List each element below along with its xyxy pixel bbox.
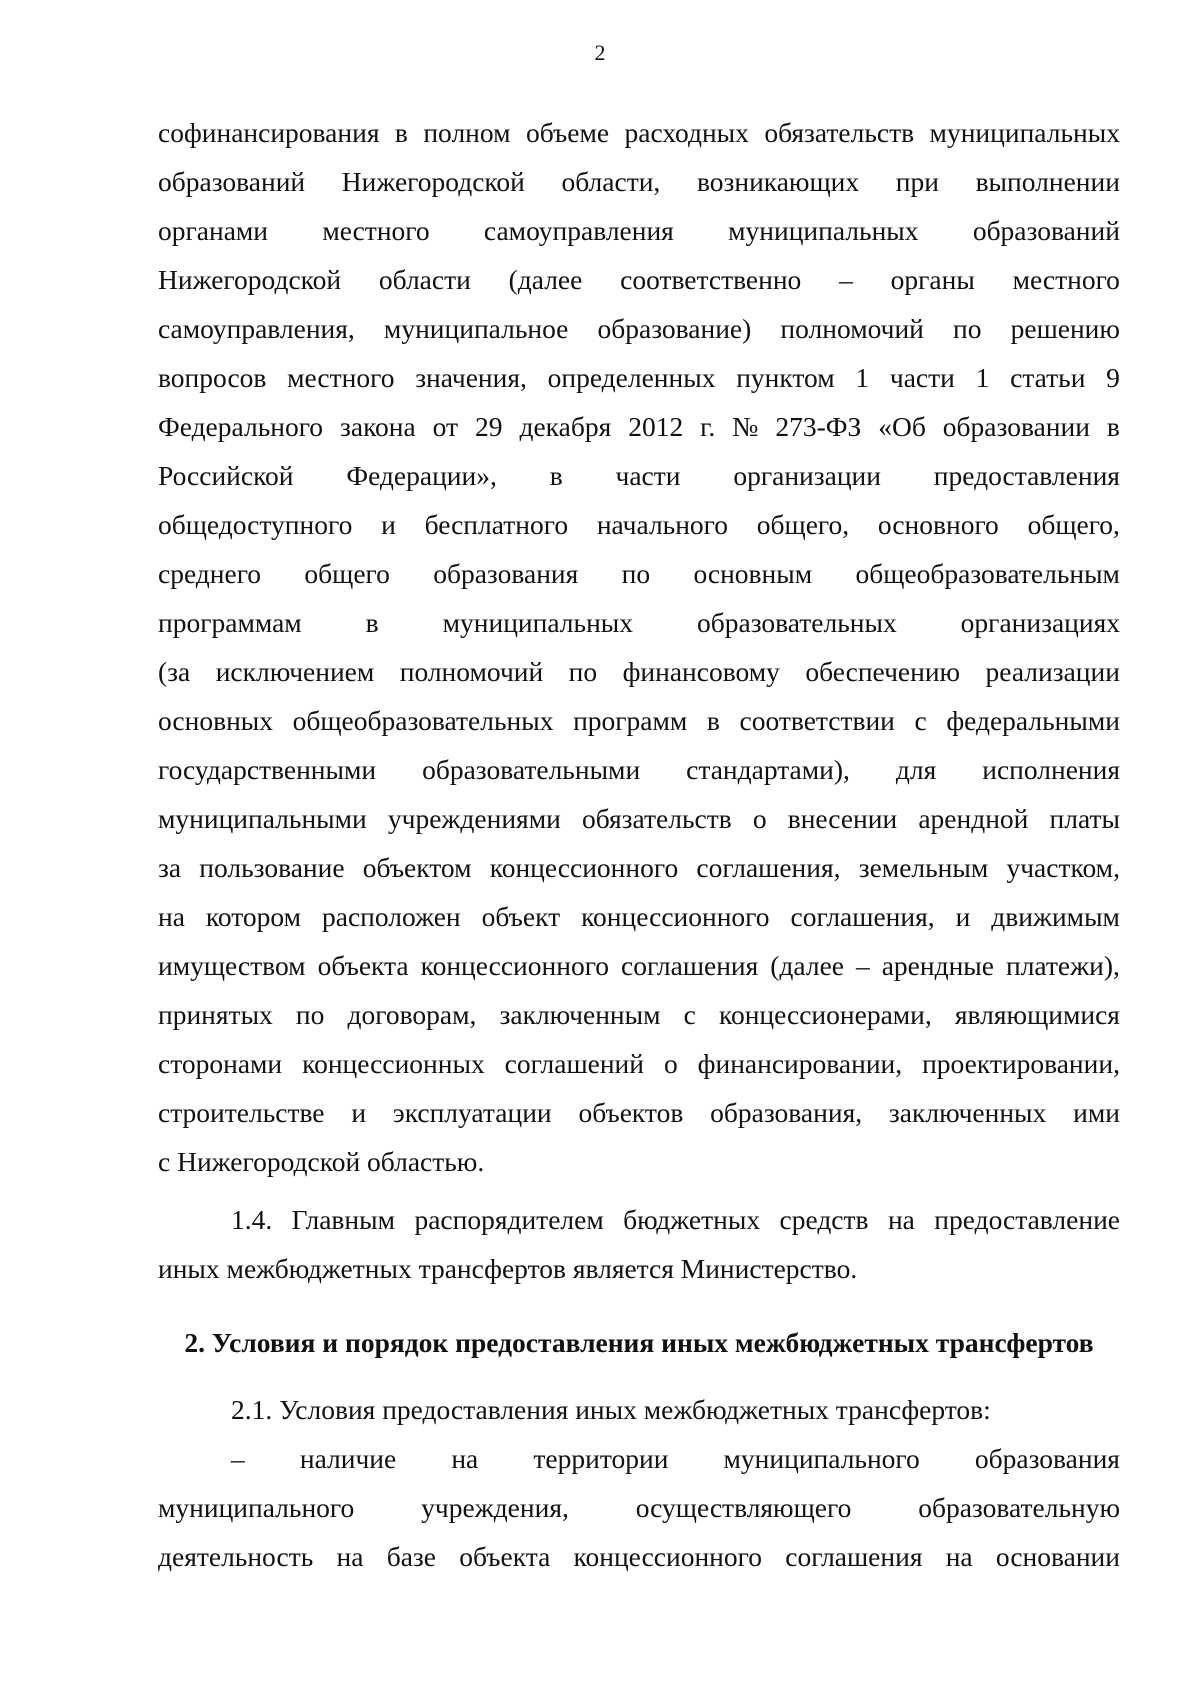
word: осуществляющего (635, 1492, 852, 1523)
paragraph-2-1 (158, 1385, 1120, 1581)
text-line (158, 1195, 1120, 1244)
word: арендные (881, 950, 994, 981)
word: в (549, 460, 563, 491)
word: образования, (710, 1097, 863, 1128)
word: начального (596, 509, 729, 540)
word: муниципального (158, 1492, 355, 1523)
word: и (351, 1097, 367, 1128)
word: по (295, 999, 325, 1030)
word: объект (481, 901, 561, 932)
word: соглашения, (790, 901, 935, 932)
word: земельным (858, 852, 989, 883)
word: на (336, 1541, 364, 1572)
word: движимым (991, 901, 1120, 932)
word: местного (1012, 264, 1120, 295)
word: образование) (597, 313, 752, 344)
word: наличие (299, 1443, 397, 1474)
word: соглашения (785, 1541, 923, 1572)
word: договорам, (347, 999, 477, 1030)
word: определенных (547, 362, 716, 393)
text-line (158, 1434, 1120, 1483)
word: для (895, 754, 937, 785)
text-line (158, 108, 1120, 157)
word: деятельность (158, 1541, 314, 1572)
word: имуществом (158, 950, 306, 981)
word: исполнения (982, 754, 1120, 785)
word: государственными (158, 754, 377, 785)
word: софинансирования (158, 117, 380, 148)
word: и (381, 509, 396, 540)
word: органами (158, 215, 269, 246)
paragraph-1-3-continuation (158, 108, 1120, 1186)
word: 1 (855, 362, 870, 393)
word: по (621, 558, 651, 589)
word: муниципальное (383, 313, 569, 344)
word: объектом (362, 852, 472, 883)
word: о (663, 1048, 678, 1079)
word: общего, (756, 509, 850, 540)
word: полном (423, 117, 511, 148)
word: с (914, 705, 927, 736)
word: общеобразовательных (292, 705, 554, 736)
word: образовательными (422, 754, 641, 785)
word: учреждениями (387, 803, 561, 834)
word: расположен (322, 901, 461, 932)
text-line: с Нижегородской областью. (158, 1146, 485, 1177)
word: и (955, 901, 971, 932)
word: объеме (525, 117, 610, 148)
word: Нижегородской (341, 166, 525, 197)
word: в (365, 607, 379, 638)
word: выполнении (975, 166, 1120, 197)
word: эксплуатации (392, 1097, 552, 1128)
word: объекта (459, 1541, 551, 1572)
word: общеобразовательным (855, 558, 1120, 589)
word: муниципальных (728, 215, 919, 246)
word: территории (533, 1443, 669, 1474)
word: котором (205, 901, 302, 932)
word: образования (974, 1443, 1120, 1474)
word: бесплатного (424, 509, 569, 540)
word: 1.4. (231, 1204, 273, 1235)
word: соглашения (621, 950, 759, 981)
word: г. (700, 411, 716, 442)
word: концессионерами, (718, 999, 932, 1030)
word: предоставления (933, 460, 1120, 491)
word: средств (779, 1204, 869, 1235)
word: Федерального (158, 411, 324, 442)
text-line (158, 549, 1120, 598)
word: общего, (1027, 509, 1120, 540)
word: образований (158, 166, 306, 197)
word: образовании (942, 411, 1090, 442)
word: предоставление (934, 1204, 1120, 1235)
word: учреждения, (421, 1492, 569, 1523)
word: «Об (878, 411, 926, 442)
word: арендной (918, 803, 1029, 834)
text-line (158, 696, 1120, 745)
word: полномочий (780, 313, 924, 344)
word: пунктом (736, 362, 835, 393)
word: области (378, 264, 471, 295)
word: являющимися (954, 999, 1120, 1030)
text-line (158, 647, 1120, 696)
word: проектировании, (922, 1048, 1120, 1079)
word: среднего (158, 558, 262, 589)
word: заключенных (888, 1097, 1047, 1128)
word: общего (304, 558, 390, 589)
word: – (855, 950, 870, 981)
word: части (889, 362, 955, 393)
word: органы (890, 264, 975, 295)
word: муниципального (723, 1443, 920, 1474)
word: местного (287, 362, 395, 393)
word: 273-ФЗ (775, 411, 862, 442)
word: основных (158, 705, 274, 736)
word: (далее (508, 264, 583, 295)
word: (далее (770, 950, 844, 981)
word: в (706, 705, 720, 736)
word: 2012 (628, 411, 684, 442)
text-line (158, 843, 1120, 892)
word: бюджетных (623, 1204, 761, 1235)
word: образования (433, 558, 579, 589)
word: о (752, 803, 767, 834)
word: концессионного (573, 1541, 762, 1572)
word: Российской (158, 460, 294, 491)
text-line (158, 451, 1120, 500)
word: от (432, 411, 459, 442)
word: участком, (1006, 852, 1120, 883)
word: полномочий (399, 656, 544, 687)
word: по (568, 656, 598, 687)
text-line (158, 206, 1120, 255)
word: концессионных (302, 1048, 485, 1079)
word: 29 (475, 411, 503, 442)
word: на (945, 1541, 973, 1572)
word: расходных (624, 117, 749, 148)
word: вопросов (158, 362, 267, 393)
word: платы (1049, 803, 1120, 834)
word: объекта (317, 950, 409, 981)
text-line (158, 941, 1120, 990)
word: распорядителем (414, 1204, 604, 1235)
word: закона (340, 411, 416, 442)
word: образований (972, 215, 1120, 246)
text-line (158, 353, 1120, 402)
word: образовательных (697, 607, 897, 638)
word: платежи), (1005, 950, 1120, 981)
text-line (158, 1532, 1120, 1581)
word: Нижегородской (158, 264, 342, 295)
word: муниципальных (442, 607, 634, 638)
word: декабря (519, 411, 612, 442)
word: соглашений (504, 1048, 644, 1079)
word: 9 (1106, 362, 1120, 393)
word: на (451, 1443, 479, 1474)
word: исключением (215, 656, 375, 687)
word: за (158, 852, 182, 883)
word: области, (561, 166, 661, 197)
word: концессионного (489, 852, 679, 883)
word: (за (158, 656, 191, 687)
text-line (158, 1088, 1120, 1137)
word: объектов (578, 1097, 684, 1128)
word: на (887, 1204, 915, 1235)
word: финансировании, (697, 1048, 903, 1079)
word: концессионного (420, 950, 610, 981)
word: заключенным (499, 999, 661, 1030)
text-line (158, 745, 1120, 794)
word: в (1106, 411, 1120, 442)
paragraph-1-4 (158, 1195, 1120, 1293)
word: местного (322, 215, 430, 246)
text-line (158, 892, 1120, 941)
word: сторонами (158, 1048, 283, 1079)
text-line (158, 990, 1120, 1039)
word: части (615, 460, 681, 491)
word: по (953, 313, 982, 344)
word: обязательств (764, 117, 915, 148)
text-line (158, 157, 1120, 206)
word: обязательств (581, 803, 732, 834)
page-number: 2 (594, 40, 606, 65)
word: базе (386, 1541, 436, 1572)
word: – (839, 264, 853, 295)
word: возникающих (696, 166, 860, 197)
word: Федерации», (346, 460, 497, 491)
text-line (158, 255, 1120, 304)
section-2-heading: 2. Условия и порядок предоставления иных межбюджетных трансфертов (184, 1327, 1094, 1358)
word: значения, (415, 362, 527, 393)
text-line (158, 500, 1120, 549)
word: реализации (985, 656, 1120, 687)
word: с (683, 999, 696, 1030)
text-line (158, 1483, 1120, 1532)
text-line: 2.1. Условия предоставления иных межбюджетных трансфертов: (231, 1394, 991, 1425)
word: организациях (960, 607, 1120, 638)
word: строительстве (158, 1097, 325, 1128)
word: основного (877, 509, 999, 540)
word: статьи (1010, 362, 1086, 393)
text-line: иных межбюджетных трансфертов является Министерство. (158, 1253, 858, 1284)
word: финансовому (622, 656, 780, 687)
word: федеральными (946, 705, 1120, 736)
word: на (158, 901, 185, 932)
word: соглашения, (696, 852, 841, 883)
word: муниципальными (158, 803, 367, 834)
word: № (732, 411, 759, 442)
text-line (158, 794, 1120, 843)
word: соответствии (739, 705, 895, 736)
word: пользование (199, 852, 345, 883)
word: общедоступного (158, 509, 353, 540)
word: в (394, 117, 408, 148)
word: – (231, 1443, 245, 1474)
word: обеспечению (805, 656, 961, 687)
word: организации (733, 460, 881, 491)
word: решению (1010, 313, 1120, 344)
word: ими (1073, 1097, 1120, 1128)
word: стандартами), (686, 754, 850, 785)
word: при (895, 166, 939, 197)
word: соответственно (620, 264, 802, 295)
word: концессионного (581, 901, 770, 932)
word: основным (693, 558, 813, 589)
word: образовательную (918, 1492, 1120, 1523)
word: 1 (975, 362, 990, 393)
word: основании (995, 1541, 1120, 1572)
text-line (158, 304, 1120, 353)
word: самоуправления (483, 215, 674, 246)
text-line (158, 1039, 1120, 1088)
text-line (158, 402, 1120, 451)
word: Главным (291, 1204, 396, 1235)
word: программам (158, 607, 302, 638)
word: программ (573, 705, 688, 736)
word: самоуправления, (158, 313, 355, 344)
word: внесении (787, 803, 898, 834)
text-line (158, 598, 1120, 647)
word: муниципальных (929, 117, 1120, 148)
word: принятых (158, 999, 273, 1030)
